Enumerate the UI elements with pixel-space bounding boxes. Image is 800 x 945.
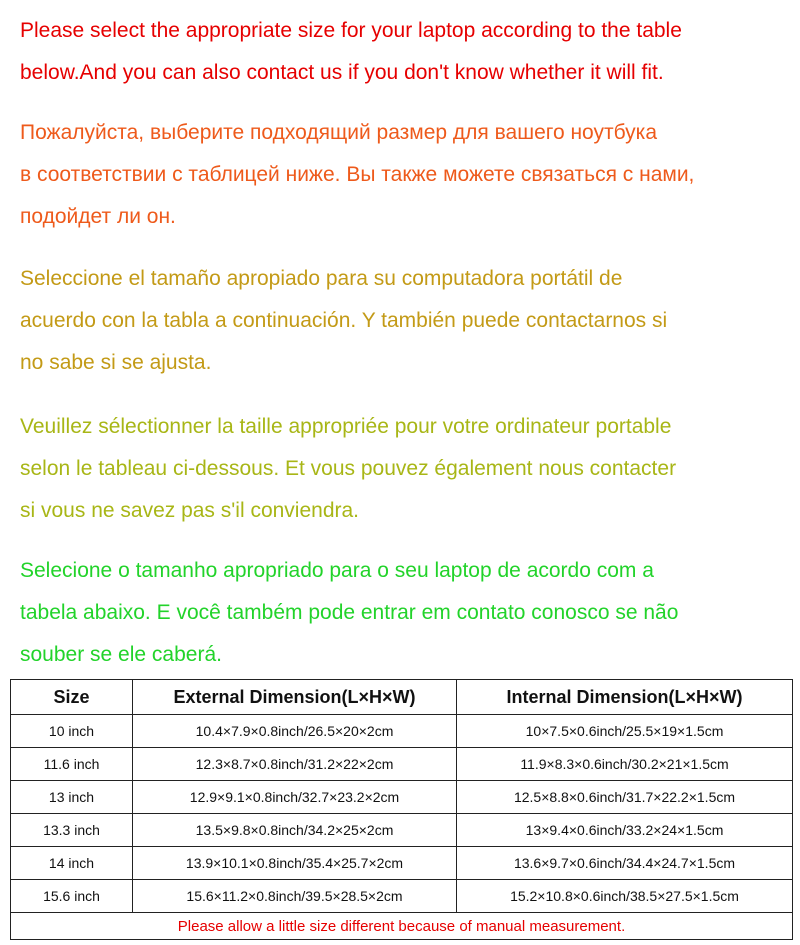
table-note-row	[11, 913, 793, 940]
cell-external: 13.5×9.8×0.8inch/34.2×25×2cm	[133, 814, 457, 847]
cell-external: 12.3×8.7×0.8inch/31.2×22×2cm	[133, 748, 457, 781]
header-external-dimension: External Dimension(L×H×W)	[133, 680, 457, 715]
intro-portuguese-line-2: tabela abaixo. E você também pode entrar em contato conosco se não	[20, 601, 679, 624]
intro-spanish	[20, 258, 800, 384]
size-table	[10, 679, 793, 940]
cell-external: 13.9×10.1×0.8inch/35.4×25.7×2cm	[133, 847, 457, 880]
table-row	[11, 847, 793, 880]
intro-spanish-line-1: Seleccione el tamaño apropiado para su computadora portátil de	[20, 267, 623, 290]
cell-internal: 13.6×9.7×0.6inch/34.4×24.7×1.5cm	[457, 847, 793, 880]
intro-spanish-line-3: no sabe si se ajusta.	[20, 351, 212, 374]
cell-internal: 13×9.4×0.6inch/33.2×24×1.5cm	[457, 814, 793, 847]
table-row	[11, 781, 793, 814]
cell-size: 11.6 inch	[11, 748, 133, 781]
intro-french-line-2: selon le tableau ci-dessous. Et vous pouvez également nous contacter	[20, 457, 677, 480]
table-row	[11, 814, 793, 847]
cell-external: 15.6×11.2×0.8inch/39.5×28.5×2cm	[133, 880, 457, 913]
intro-russian-line-1: Пожалуйста, выберите подходящий размер для вашего ноутбука	[20, 121, 658, 144]
intro-french	[20, 406, 800, 532]
cell-internal: 10×7.5×0.6inch/25.5×19×1.5cm	[457, 715, 793, 748]
cell-external: 10.4×7.9×0.8inch/26.5×20×2cm	[133, 715, 457, 748]
intro-portuguese	[20, 550, 800, 676]
table-row	[11, 748, 793, 781]
cell-size: 13 inch	[11, 781, 133, 814]
cell-size: 15.6 inch	[11, 880, 133, 913]
header-internal-dimension: Internal Dimension(L×H×W)	[457, 680, 793, 715]
measurement-note: Please allow a little size different because of manual measurement.	[11, 913, 793, 940]
table-row	[11, 715, 793, 748]
cell-internal: 11.9×8.3×0.6inch/30.2×21×1.5cm	[457, 748, 793, 781]
cell-internal: 15.2×10.8×0.6inch/38.5×27.5×1.5cm	[457, 880, 793, 913]
intro-english-line-1: Please select the appropriate size for your laptop according to the table	[20, 19, 682, 42]
cell-external: 12.9×9.1×0.8inch/32.7×23.2×2cm	[133, 781, 457, 814]
intro-portuguese-line-3: souber se ele caberá.	[20, 643, 222, 666]
intro-russian-line-2: в соответствии с таблицей ниже. Вы также можете связаться с нами,	[20, 163, 695, 186]
intro-english	[20, 10, 800, 94]
cell-size: 14 inch	[11, 847, 133, 880]
header-size: Size	[11, 680, 133, 715]
cell-internal: 12.5×8.8×0.6inch/31.7×22.2×1.5cm	[457, 781, 793, 814]
intro-russian	[20, 112, 800, 238]
intro-french-line-1: Veuillez sélectionner la taille appropriée pour votre ordinateur portable	[20, 415, 672, 438]
cell-size: 13.3 inch	[11, 814, 133, 847]
intro-english-line-2: below.And you can also contact us if you don't know whether it will fit.	[20, 61, 664, 84]
intro-russian-line-3: подойдет ли он.	[20, 205, 176, 228]
cell-size: 10 inch	[11, 715, 133, 748]
table-row	[11, 880, 793, 913]
intro-french-line-3: si vous ne savez pas s'il conviendra.	[20, 499, 360, 522]
intro-spanish-line-2: acuerdo con la tabla a continuación. Y también puede contactarnos si	[20, 309, 668, 332]
table-header-row	[11, 680, 793, 715]
intro-portuguese-line-1: Selecione o tamanho apropriado para o seu laptop de acordo com a	[20, 559, 654, 582]
